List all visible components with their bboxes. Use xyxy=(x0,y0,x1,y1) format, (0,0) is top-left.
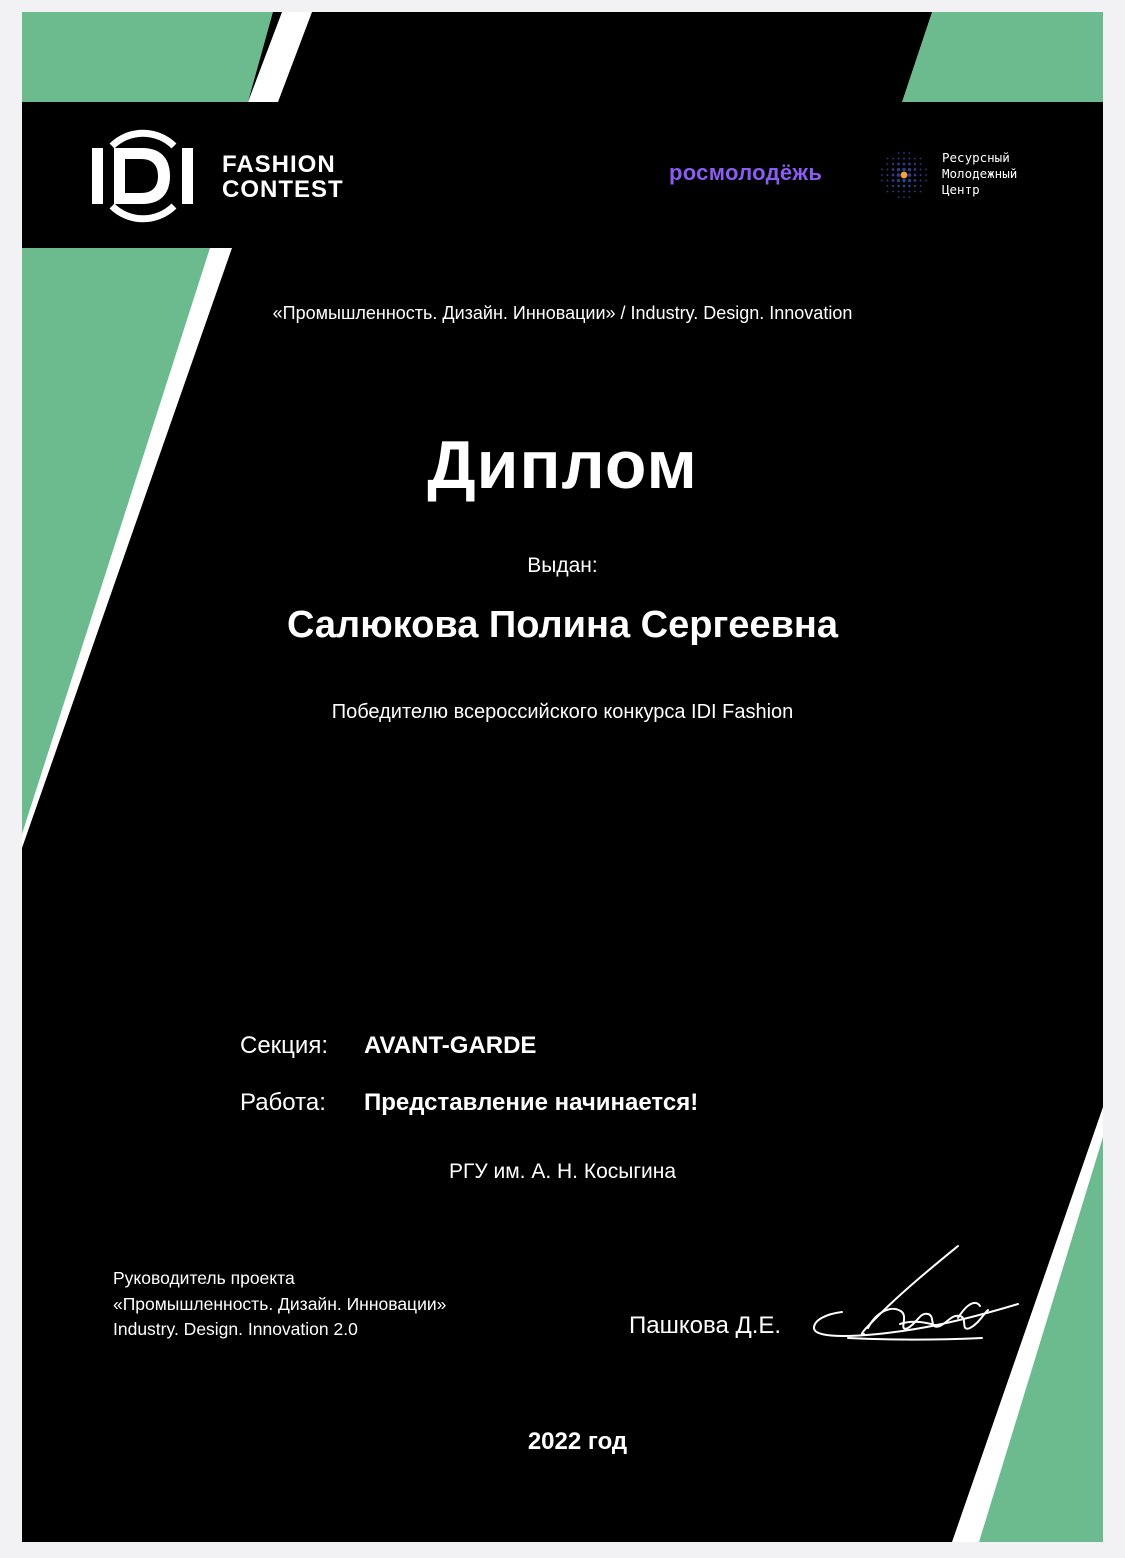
rmc-dot xyxy=(925,180,927,182)
rmc-dot xyxy=(909,191,911,193)
resource-center-label xyxy=(942,150,1017,198)
rmc-dot xyxy=(919,174,921,176)
university-name: РГУ им. А. Н. Косыгина xyxy=(448,1160,677,1183)
fashion-word: FASHION xyxy=(222,151,336,178)
green-band-top-right xyxy=(902,12,1103,102)
rmc-dot xyxy=(920,191,922,193)
rmc-dot xyxy=(898,191,900,193)
rmc-dot xyxy=(908,168,911,171)
work-value: Представление начинается! xyxy=(364,1089,699,1116)
diploma-title: Диплом xyxy=(427,427,698,503)
rmc-dot xyxy=(909,196,911,198)
resource-center-logo-icon xyxy=(878,149,930,201)
rmc-dot xyxy=(914,168,917,171)
rmc-dot xyxy=(914,158,916,160)
rmc-dot xyxy=(925,174,927,176)
rmc-dot xyxy=(908,173,912,177)
rmc-dot xyxy=(920,163,922,165)
rmc-dot xyxy=(892,185,894,187)
rmc-dot xyxy=(897,163,900,166)
rmc-dot xyxy=(887,191,889,193)
rmc-dot xyxy=(897,173,901,177)
project-leader-caption xyxy=(113,1266,446,1343)
rmc-dot xyxy=(914,174,917,177)
rmc-line-1: Ресурсный xyxy=(942,150,1010,165)
rmc-dot xyxy=(886,174,888,176)
rmc-dot xyxy=(903,152,905,154)
rmc-dot xyxy=(881,169,883,171)
issued-label: Выдан: xyxy=(527,554,598,577)
rmc-dot xyxy=(908,179,911,182)
rmc-dot xyxy=(892,158,894,160)
fashion-contest-label xyxy=(222,152,344,202)
rmc-dot xyxy=(898,196,900,198)
rmc-dot xyxy=(914,179,917,182)
rmc-line-3: Центр xyxy=(942,182,980,197)
rmc-dot xyxy=(902,179,906,183)
contest-word: CONTEST xyxy=(222,176,344,203)
rmc-center-dot xyxy=(901,172,908,179)
section-label: Секция: xyxy=(240,1032,328,1059)
rmc-dot xyxy=(914,191,916,193)
rmc-dot xyxy=(897,179,900,182)
rmc-dot xyxy=(881,174,883,176)
rmc-dot xyxy=(903,190,905,192)
rmc-dot xyxy=(897,185,900,188)
year: 2022 год xyxy=(527,1428,628,1455)
rmc-dot xyxy=(920,158,922,160)
rmc-dot xyxy=(903,157,905,159)
rmc-dot xyxy=(881,180,883,182)
signer-name: Пашкова Д.Е. xyxy=(629,1312,782,1339)
rmc-dot xyxy=(903,185,906,188)
rosmolodezh-logo: росмолодёжь xyxy=(669,160,823,185)
rmc-dot xyxy=(920,169,922,171)
rmc-dot xyxy=(914,163,916,165)
rmc-dot xyxy=(892,174,895,177)
idi-logo-icon xyxy=(90,126,196,226)
rmc-dot xyxy=(887,169,889,171)
rmc-dot xyxy=(892,163,894,165)
rmc-dot xyxy=(892,179,895,182)
rmc-dot xyxy=(897,168,900,171)
rmc-dot xyxy=(892,191,894,193)
leader-line-3: Industry. Design. Innovation 2.0 xyxy=(113,1319,358,1339)
rmc-dot xyxy=(920,180,922,182)
green-band-top-left xyxy=(22,12,273,102)
rmc-dot xyxy=(908,163,911,166)
rmc-dot xyxy=(903,163,906,166)
rmc-line-2: Молодежный xyxy=(942,166,1018,181)
section-value: AVANT-GARDE xyxy=(364,1032,537,1059)
leader-line-2: «Промышленность. Дизайн. Инновации» xyxy=(113,1293,447,1314)
award-text: Победителю всероссийского конкурса IDI Fashion xyxy=(331,701,794,723)
rmc-dot xyxy=(887,185,889,187)
rmc-dot xyxy=(920,185,922,187)
diploma-sheet xyxy=(22,12,1103,1542)
tagline: «Промышленность. Дизайн. Инновации» / Industry. Design. Innovation xyxy=(272,303,853,323)
handwritten-signature xyxy=(808,1242,1028,1352)
rmc-dot xyxy=(925,169,927,171)
rmc-dot xyxy=(909,152,911,154)
rmc-dot xyxy=(903,196,905,198)
rmc-dot xyxy=(902,168,906,172)
leader-line-1: Руководитель проекта xyxy=(113,1268,295,1288)
rmc-dot xyxy=(887,180,889,182)
rmc-dot xyxy=(908,185,911,188)
work-label: Работа: xyxy=(240,1089,326,1116)
rmc-dot xyxy=(887,163,889,165)
rmc-dot xyxy=(914,185,916,187)
rmc-dot xyxy=(892,168,895,171)
recipient-name: Салюкова Полина Сергеевна xyxy=(287,604,838,646)
rmc-dot xyxy=(887,158,889,160)
rmc-dot xyxy=(898,158,900,160)
rmc-dot xyxy=(898,152,900,154)
rmc-dot xyxy=(909,158,911,160)
